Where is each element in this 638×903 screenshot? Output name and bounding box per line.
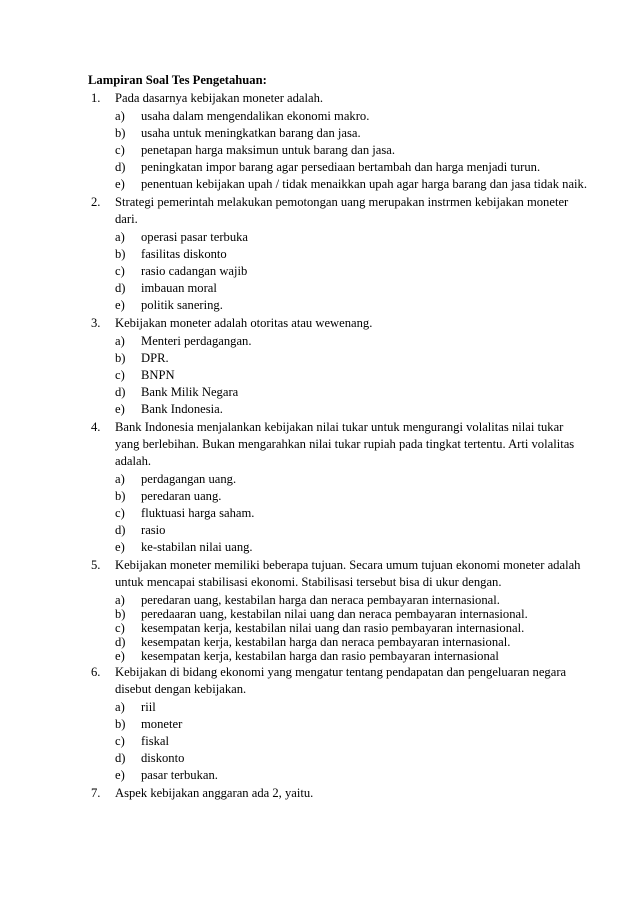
option-label: e) [115, 402, 125, 416]
answer-options [115, 471, 588, 556]
answer-option [115, 488, 588, 505]
option-text: fiskal [141, 734, 169, 748]
option-text: peredaran uang. [141, 489, 222, 503]
answer-options [115, 333, 588, 418]
option-text: moneter [141, 717, 183, 731]
answer-option [115, 471, 588, 488]
option-text: rasio cadangan wajib [141, 264, 248, 278]
option-text: fasilitas diskonto [141, 247, 227, 261]
option-label: d) [115, 281, 126, 295]
option-text: imbauan moral [141, 281, 217, 295]
option-text: diskonto [141, 751, 185, 765]
question-text: Kebijakan moneter memiliki beberapa tujuan. Secara umum tujuan ekonomi moneter adalah untuk mencapai stabilisasi ekonomi. Stabilisasi tersebut bisa di ukur dengan. [115, 558, 581, 589]
option-label: a) [115, 700, 125, 714]
option-text: fluktuasi harga saham. [141, 506, 255, 520]
question-number: 1. [91, 91, 101, 105]
option-text: usaha dalam mengendalikan ekonomi makro. [141, 109, 370, 123]
option-text: DPR. [141, 351, 169, 365]
question-number: 2. [91, 195, 101, 209]
option-label: c) [115, 143, 125, 157]
option-label: e) [115, 540, 125, 554]
answer-option [115, 539, 588, 556]
option-label: c) [115, 506, 125, 520]
question-text: Strategi pemerintah melakukan pemotongan uang merupakan instrmen kebijakan moneter dari. [115, 195, 569, 226]
option-text: Bank Indonesia. [141, 402, 223, 416]
option-label: a) [115, 472, 125, 486]
option-label: a) [115, 230, 125, 244]
question-text: Aspek kebijakan anggaran ada 2, yaitu. [115, 786, 314, 800]
option-label: c) [115, 734, 125, 748]
option-text: rasio [141, 523, 166, 537]
option-label: b) [115, 126, 126, 140]
answer-option [115, 593, 588, 607]
answer-option [115, 384, 588, 401]
question-number: 4. [91, 420, 101, 434]
option-text: ke-stabilan nilai uang. [141, 540, 253, 554]
option-label: a) [115, 109, 125, 123]
answer-option [115, 280, 588, 297]
answer-option [115, 649, 588, 663]
option-label: e) [115, 768, 125, 782]
option-label: b) [115, 247, 126, 261]
option-label: b) [115, 351, 126, 365]
option-text: usaha untuk meningkatkan barang dan jasa. [141, 126, 361, 140]
option-label: c) [115, 621, 125, 635]
option-label: e) [115, 177, 125, 191]
option-label: d) [115, 751, 126, 765]
option-text: penentuan kebijakan upah / tidak menaikkan upah agar harga barang dan jasa tidak naik. [141, 177, 587, 191]
question-item [88, 664, 588, 784]
answer-option [115, 159, 588, 176]
question-list [88, 90, 588, 802]
question-number: 7. [91, 786, 101, 800]
option-label: b) [115, 717, 126, 731]
question-text: Kebijakan di bidang ekonomi yang mengatur tentang pendapatan dan pengeluaran negara disebut dengan kebijakan. [115, 665, 567, 696]
answer-options [115, 108, 588, 193]
option-label: e) [115, 649, 125, 663]
question-item [88, 194, 588, 314]
option-text: peredaaran uang, kestabilan nilai uang dan neraca pembayaran internasional. [141, 607, 528, 621]
option-text: Menteri perdagangan. [141, 334, 252, 348]
option-text: peredaran uang, kestabilan harga dan neraca pembayaran internasional. [141, 593, 500, 607]
question-text: Pada dasarnya kebijakan moneter adalah. [115, 91, 324, 105]
option-label: a) [115, 593, 125, 607]
answer-options [115, 229, 588, 314]
question-number: 3. [91, 316, 101, 330]
question-text: Bank Indonesia menjalankan kebijakan nilai tukar untuk mengurangi volalitas nilai tukar yang berlebihan. Bukan mengarahkan nilai tukar rupiah pada tingkat tertentu. Arti volalitas adalah. [115, 420, 575, 468]
option-text: kesempatan kerja, kestabilan nilai uang dan rasio pembayaran internasional. [141, 621, 525, 635]
option-text: kesempatan kerja, kestabilan harga dan neraca pembayaran internasional. [141, 635, 511, 649]
answer-option [115, 607, 588, 621]
answer-options [115, 593, 588, 663]
answer-option [115, 125, 588, 142]
question-item [88, 90, 588, 193]
option-label: d) [115, 160, 126, 174]
question-number: 5. [91, 558, 101, 572]
answer-option [115, 229, 588, 246]
answer-option [115, 522, 588, 539]
option-label: c) [115, 264, 125, 278]
question-item [88, 315, 588, 418]
option-text: politik sanering. [141, 298, 223, 312]
answer-option [115, 621, 588, 635]
option-label: d) [115, 523, 126, 537]
option-text: pasar terbukan. [141, 768, 218, 782]
answer-option [115, 750, 588, 767]
option-text: kesempatan kerja, kestabilan harga dan rasio pembayaran internasional [141, 649, 499, 663]
answer-option [115, 350, 588, 367]
option-label: b) [115, 607, 126, 621]
option-label: d) [115, 385, 126, 399]
question-text: Kebijakan moneter adalah otoritas atau wewenang. [115, 316, 373, 330]
option-label: a) [115, 334, 125, 348]
document-title: Lampiran Soal Tes Pengetahuan: [88, 73, 267, 87]
option-text: penetapan harga maksimun untuk barang dan jasa. [141, 143, 396, 157]
option-text: operasi pasar terbuka [141, 230, 248, 244]
question-number: 6. [91, 665, 101, 679]
option-text: BNPN [141, 368, 175, 382]
question-item [88, 785, 588, 802]
answer-option [115, 699, 588, 716]
answer-option [115, 176, 588, 193]
option-text: Bank Milik Negara [141, 385, 239, 399]
answer-option [115, 142, 588, 159]
answer-option [115, 767, 588, 784]
answer-option [115, 401, 588, 418]
answer-option [115, 246, 588, 263]
answer-option [115, 733, 588, 750]
option-label: d) [115, 635, 126, 649]
answer-option [115, 635, 588, 649]
answer-option [115, 333, 588, 350]
answer-option [115, 505, 588, 522]
answer-option [115, 716, 588, 733]
question-item [88, 557, 588, 663]
question-item [88, 419, 588, 556]
option-text: riil [141, 700, 156, 714]
option-label: e) [115, 298, 125, 312]
answer-option [115, 297, 588, 314]
answer-option [115, 108, 588, 125]
answer-option [115, 367, 588, 384]
option-label: c) [115, 368, 125, 382]
answer-option [115, 263, 588, 280]
document-body [88, 72, 588, 802]
option-text: perdagangan uang. [141, 472, 237, 486]
answer-options [115, 699, 588, 784]
option-text: peningkatan impor barang agar persediaan bertambah dan harga menjadi turun. [141, 160, 541, 174]
option-label: b) [115, 489, 126, 503]
